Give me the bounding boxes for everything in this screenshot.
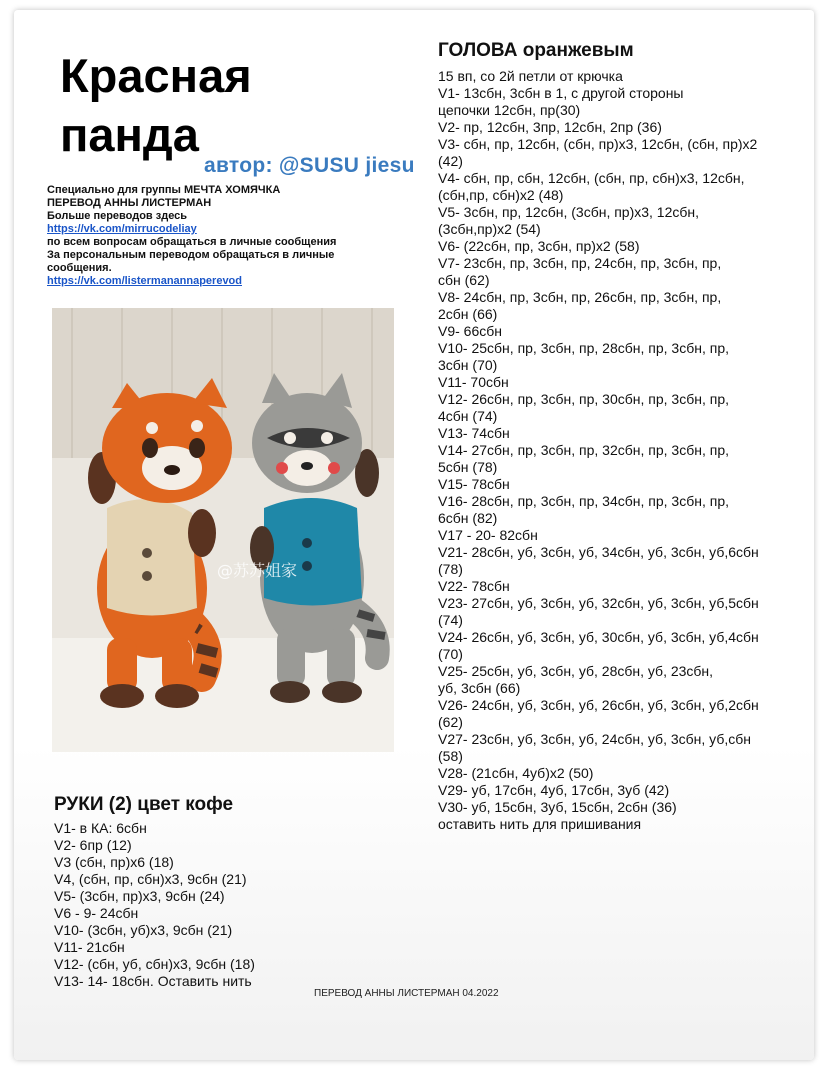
pattern-row: 4сбн (74) [438,408,498,424]
pattern-row: V23- 27сбн, уб, 3сбн, уб, 32сбн, уб, 3сбн, уб,5сбн [438,595,759,611]
pattern-row: 3сбн (70) [438,357,498,373]
pattern-row: V15- 78сбн [438,476,510,492]
pattern-row: V1- в КА: 6сбн [54,820,147,836]
pattern-row: V17 - 20- 82сбн [438,527,538,543]
pattern-row: цепочки 12сбн, пр(30) [438,102,581,118]
pattern-row: (78) [438,561,463,577]
pattern-row: V13- 74сбн [438,425,510,441]
head-section-title: ГОЛОВА оранжевым [438,40,634,61]
pattern-row: (42) [438,153,463,169]
personal-translation-line: За персональным переводом обращаться в личные сообщения. [47,249,335,274]
toy-photo [52,308,394,752]
pattern-row: V3- сбн, пр, 12сбн, (сбн, пр)х3, 12сбн, (сбн, пр)х2 [438,136,758,152]
pattern-row: V1- 13сбн, 3сбн в 1, с другой стороны [438,85,684,101]
pattern-row: (58) [438,748,463,764]
questions-line: по всем вопросам обращаться в личные сообщения [47,236,337,248]
pattern-row: уб, 3сбн (66) [438,680,521,696]
footer-credit: ПЕРЕВОД АННЫ ЛИСТЕРМАН 04.2022 [314,988,499,999]
translator-line: ПЕРЕВОД АННЫ ЛИСТЕРМАН [47,197,212,209]
translation-credits [47,184,377,288]
pattern-row: 15 вп, со 2й петли от крючка [438,68,623,84]
pattern-row: V13- 14- 18сбн. Оставить нить [54,973,252,989]
pattern-row: V26- 24сбн, уб, 3сбн, уб, 26сбн, уб, 3сбн, уб,2сбн [438,697,759,713]
pattern-row: V8- 24сбн, пр, 3сбн, пр, 26сбн, пр, 3сбн, пр, [438,289,722,305]
pattern-row: (74) [438,612,463,628]
pattern-page [14,10,814,1060]
pattern-row: V10- 25сбн, пр, 3сбн, пр, 28сбн, пр, 3сбн, пр, [438,340,729,356]
pattern-row: V5- (3сбн, пр)х3, 9сбн (24) [54,888,225,904]
pattern-row: V7- 23сбн, пр, 3сбн, пр, 24сбн, пр, 3сбн, пр, [438,255,722,271]
pattern-row: V4- сбн, пр, сбн, 12сбн, (сбн, пр, сбн)х3, 12сбн, [438,170,745,186]
pattern-row: V3 (сбн, пр)х6 (18) [54,854,174,870]
title-line-2: панда [60,108,199,161]
pattern-row: V11- 21сбн [54,939,125,955]
pattern-row: 6сбн (82) [438,510,498,526]
pattern-row: V22- 78сбн [438,578,510,594]
pattern-row: V24- 26сбн, уб, 3сбн, уб, 30сбн, уб, 3сбн, уб,4сбн [438,629,759,645]
pattern-row: (70) [438,646,463,662]
pattern-row: V6- (22сбн, пр, 3сбн, пр)х2 (58) [438,238,640,254]
pattern-row: V6 - 9- 24сбн [54,905,139,921]
pattern-row: V4, (сбн, пр, сбн)х3, 9сбн (21) [54,871,247,887]
title-line-1: Красная [60,49,252,102]
group-link[interactable]: https://vk.com/mirrucodeliay [47,223,197,235]
pattern-row: 2сбн (66) [438,306,498,322]
more-translations-line: Больше переводов здесь [47,210,188,222]
pattern-row: V12- 26сбн, пр, 3сбн, пр, 30сбн, пр, 3сбн, пр, [438,391,729,407]
page-title [60,46,252,164]
pattern-row: V28- (21сбн, 4уб)х2 (50) [438,765,594,781]
pattern-row: V2- 6пр (12) [54,837,132,853]
pattern-row: 5сбн (78) [438,459,498,475]
pattern-row: (сбн,пр, сбн)х2 (48) [438,187,564,203]
pattern-row: V2- пр, 12сбн, 3пр, 12сбн, 2пр (36) [438,119,662,135]
translator-link[interactable]: https://vk.com/listermanannaperevod [47,275,242,287]
pattern-row: V27- 23сбн, уб, 3сбн, уб, 24сбн, уб, 3сбн, уб,сбн [438,731,751,747]
pattern-row: V14- 27сбн, пр, 3сбн, пр, 32сбн, пр, 3сбн, пр, [438,442,729,458]
pattern-row: сбн (62) [438,272,490,288]
author-credit: автор: @SUSU jiesu [204,154,415,177]
arms-section-title: РУКИ (2) цвет кофе [54,794,234,815]
pattern-row: V21- 28сбн, уб, 3сбн, уб, 34сбн, уб, 3сбн, уб,6сбн [438,544,759,560]
pattern-row: V9- 66сбн [438,323,502,339]
pattern-row: V16- 28сбн, пр, 3сбн, пр, 34сбн, пр, 3сбн, пр, [438,493,729,509]
pattern-row: V5- 3сбн, пр, 12сбн, (3сбн, пр)х3, 12сбн, [438,204,700,220]
pattern-row: оставить нить для пришивания [438,816,642,832]
pattern-row: V25- 25сбн, уб, 3сбн, уб, 28сбн, уб, 23сбн, [438,663,714,679]
group-line: Специально для группы МЕЧТА ХОМЯЧКА [47,184,281,196]
pattern-row: V29- уб, 17сбн, 4уб, 17сбн, 3уб (42) [438,782,670,798]
head-rows [438,68,783,833]
arms-rows [54,820,394,990]
pattern-row: V30- уб, 15сбн, 3уб, 15сбн, 2сбн (36) [438,799,677,815]
photo-watermark: @苏苏姐家 [217,561,298,580]
pattern-row: (3сбн,пр)х2 (54) [438,221,541,237]
pattern-row: (62) [438,714,463,730]
pattern-row: V10- (3сбн, уб)х3, 9сбн (21) [54,922,233,938]
pattern-row: V12- (сбн, уб, сбн)х3, 9сбн (18) [54,956,255,972]
pattern-row: V11- 70сбн [438,374,509,390]
